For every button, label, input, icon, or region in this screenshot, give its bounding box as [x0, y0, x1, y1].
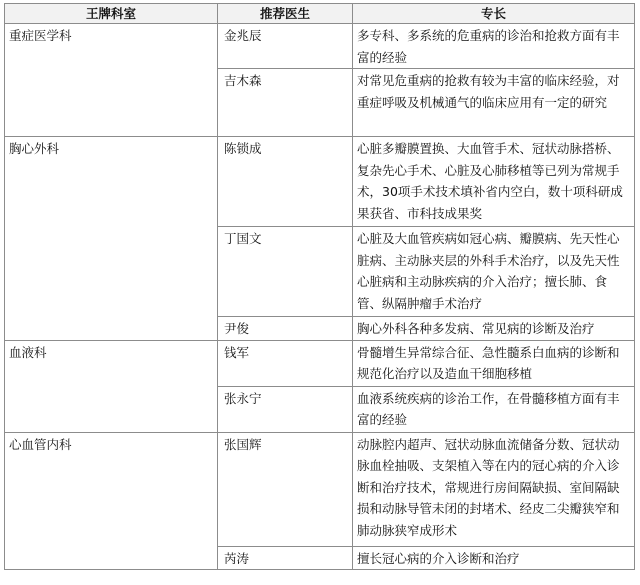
- header-row: [5, 4, 635, 24]
- doctor-cell: 张国辉: [218, 432, 353, 546]
- table-row: [5, 137, 635, 227]
- specialty-cell: 血液系统疾病的诊治工作，在骨髓移植方面有丰富的经验: [353, 386, 635, 432]
- header-specialty: 专长: [353, 4, 635, 24]
- doctor-cell: 芮涛: [218, 546, 353, 570]
- specialty-cell: 心脏及大血管疾病如冠心病、瓣膜病、先天性心脏病、主动脉夹层的外科手术治疗，以及先天性心脏病和主动脉疾病的介入治疗；擅长肺、食管、纵隔肿瘤手术治疗: [353, 227, 635, 317]
- doctor-cell: 张永宁: [218, 386, 353, 432]
- specialty-cell: 心脏多瓣膜置换、大血管手术、冠状动脉搭桥、复杂先心手术、心脏及心肺移植等已列为常规手术，30项手术技术填补省内空白，数十项科研成果获省、市科技成果奖: [353, 137, 635, 227]
- doctor-cell: 丁国文: [218, 227, 353, 317]
- table-row: [5, 340, 635, 386]
- department-cell: 重症医学科: [5, 24, 218, 137]
- doctor-cell: 陈锁成: [218, 137, 353, 227]
- specialty-cell: 胸心外科各种多发病、常见病的诊断及治疗: [353, 317, 635, 341]
- doctor-cell: 金兆辰: [218, 24, 353, 69]
- specialty-cell: 对常见危重病的抢救有较为丰富的临床经验，对重症呼吸及机械通气的临床应用有一定的研究: [353, 69, 635, 137]
- header-doctor: 推荐医生: [218, 4, 353, 24]
- doctor-cell: 钱军: [218, 340, 353, 386]
- doctor-cell: 吉木森: [218, 69, 353, 137]
- department-cell: 心血管内科: [5, 432, 218, 570]
- doctor-cell: 尹俊: [218, 317, 353, 341]
- department-cell: 胸心外科: [5, 137, 218, 341]
- department-cell: 血液科: [5, 340, 218, 432]
- specialty-cell: 动脉腔内超声、冠状动脉血流储备分数、冠状动脉血栓抽吸、支架植入等在内的冠心病的介入诊断和治疗技术，常规进行房间隔缺损、室间隔缺损和动脉导管未闭的封堵术、经皮二尖瓣狭窄和肺动脉狭窄成形术: [353, 432, 635, 546]
- table-row: [5, 432, 635, 546]
- specialty-cell: 多专科、多系统的危重病的诊治和抢救方面有丰富的经验: [353, 24, 635, 69]
- table-row: [5, 24, 635, 69]
- specialty-cell: 骨髓增生异常综合征、急性髓系白血病的诊断和规范化治疗以及造血干细胞移植: [353, 340, 635, 386]
- specialist-table: [4, 3, 635, 570]
- specialty-cell: 擅长冠心病的介入诊断和治疗: [353, 546, 635, 570]
- header-department: 王牌科室: [5, 4, 218, 24]
